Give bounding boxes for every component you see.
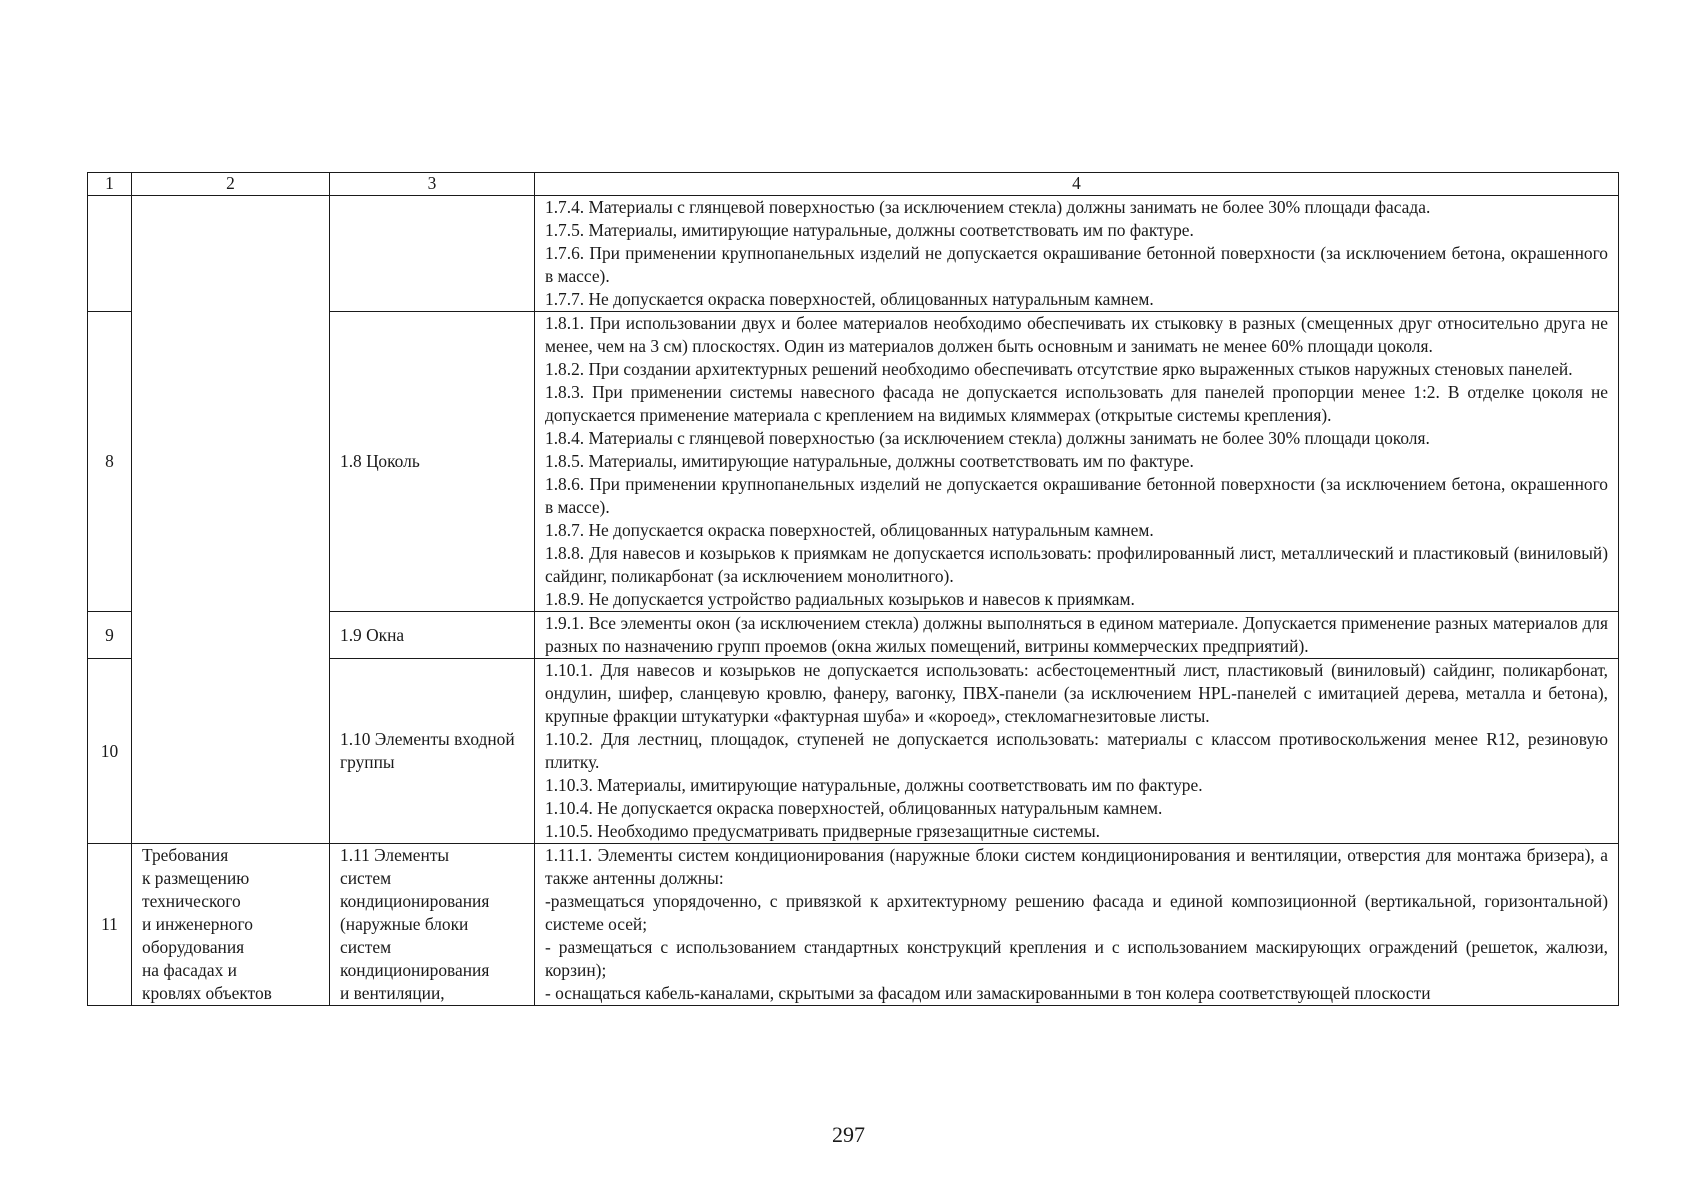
requirement-text: 1.8.4. Материалы с глянцевой поверхностью (за исключением стекла) должны занимать не более 30% площади цоколя. — [545, 428, 1430, 448]
requirement-text: 1.10.5. Необходимо предусматривать придверные грязезащитные системы. — [545, 821, 1101, 841]
requirement-text: - размещаться с использованием стандартных конструкций крепления и с использованием маскирующих ограждений (решеток, жалюзи, корзин); — [545, 937, 1608, 980]
group-line: к размещению — [142, 868, 250, 888]
header-row — [88, 173, 1619, 196]
group-line: и инженерного — [142, 914, 253, 934]
element-line: систем — [340, 868, 392, 888]
requirement-text: 1.10.1. Для навесов и козырьков не допускается использовать: асбестоцементный лист, пластиковый (виниловый) сайдинг, поликарбонат, ондулин, шифер, сланцевую кровлю, фанеру, вагонку, ПВХ-панели (за исключением HPL-панелей с имитацией дерева, металла и бетона), крупные фракции штукатурки «фактурная шуба» и «короед», стекломагнезитовые листы. — [545, 660, 1608, 726]
requirement-text: 1.7.4. Материалы с глянцевой поверхностью (за исключением стекла) должны занимать не более 30% площади фасада. — [545, 197, 1431, 217]
element-line: (наружные блоки — [340, 914, 469, 934]
element-cell: 1.10 Элементы входной группы — [330, 659, 535, 844]
requirements-cell — [535, 312, 1619, 612]
row-number: 9 — [88, 612, 132, 659]
element-line: кондиционирования — [340, 960, 490, 980]
requirement-text: 1.7.7. Не допускается окраска поверхностей, облицованных натуральным камнем. — [545, 289, 1154, 309]
element-line: и вентиляции, — [340, 983, 445, 1003]
requirement-text: 1.8.6. При применении крупнопанельных изделий не допускается окрашивание бетонной поверхности (за исключением бетона, окрашенного в массе). — [545, 474, 1608, 517]
requirements-cell — [535, 612, 1619, 659]
row-number — [88, 196, 132, 312]
group-line: на фасадах и — [142, 960, 237, 980]
group-line: кровлях объектов — [142, 983, 272, 1003]
row-number: 8 — [88, 312, 132, 612]
requirement-text: - оснащаться кабель-каналами, скрытыми за фасадом или замаскированными в тон колера соответствующей плоскости — [545, 983, 1431, 1003]
requirements-table — [87, 172, 1619, 1006]
element-line: 1.11 Элементы — [340, 845, 450, 865]
requirement-text: 1.8.3. При применении системы навесного фасада не допускается использовать для панелей пропорции менее 1:2. В отделке цоколя не допускается применение материала с креплением на видимых кляммерах (открытые системы крепления). — [545, 382, 1608, 425]
page-number: 297 — [832, 1122, 865, 1147]
element-cell: 1.8 Цоколь — [330, 312, 535, 612]
group-line: Требования — [142, 845, 229, 865]
header-cell-2: 2 — [132, 173, 330, 196]
element-line: кондиционирования — [340, 891, 490, 911]
header-cell-4: 4 — [535, 173, 1619, 196]
group-cell-empty — [132, 196, 330, 844]
element-cell — [330, 196, 535, 312]
requirement-text: 1.7.5. Материалы, имитирующие натуральные, должны соответствовать им по фактуре. — [545, 220, 1194, 240]
element-cell: 1.9 Окна — [330, 612, 535, 659]
requirement-text: -размещаться упорядоченно, с привязкой к архитектурному решению фасада и единой композиционной (вертикальной, горизонтальной) системе осей; — [545, 891, 1608, 934]
table-row — [88, 844, 1619, 1006]
requirement-text: 1.8.7. Не допускается окраска поверхностей, облицованных натуральным камнем. — [545, 520, 1154, 540]
header-cell-1: 1 — [88, 173, 132, 196]
requirement-text: 1.10.3. Материалы, имитирующие натуральные, должны соответствовать им по фактуре. — [545, 775, 1203, 795]
requirement-text: 1.7.6. При применении крупнопанельных изделий не допускается окрашивание бетонной поверхности (за исключением бетона, окрашенного в массе). — [545, 243, 1608, 286]
element-line: систем — [340, 937, 392, 957]
requirement-text: 1.9.1. Все элементы окон (за исключением стекла) должны выполняться в едином материале. Допускается применение разных материалов для разных по назначению групп проемов (окна жилых помещений, витрины коммерческих предприятий). — [545, 613, 1608, 656]
header-cell-3: 3 — [330, 173, 535, 196]
requirements-cell — [535, 196, 1619, 312]
requirement-text: 1.8.9. Не допускается устройство радиальных козырьков и навесов к приямкам. — [545, 589, 1135, 609]
group-cell — [132, 844, 330, 1006]
requirement-text: 1.8.5. Материалы, имитирующие натуральные, должны соответствовать им по фактуре. — [545, 451, 1194, 471]
table-row — [88, 196, 1619, 312]
requirement-text: 1.8.1. При использовании двух и более материалов необходимо обеспечивать их стыковку в разных (смещенных друг относительно друга не менее, чем на 3 см) плоскостях. Один из материалов должен быть основным и занимать не менее 60% площади цоколя. — [545, 313, 1608, 356]
requirement-text: 1.10.4. Не допускается окраска поверхностей, облицованных натуральным камнем. — [545, 798, 1163, 818]
requirement-text: 1.11.1. Элементы систем кондиционирования (наружные блоки систем кондиционирования и вентиляции, отверстия для монтажа бризера), а также антенны должны: — [545, 845, 1608, 888]
requirement-text: 1.8.8. Для навесов и козырьков к приямкам не допускается использовать: профилированный лист, металлический и пластиковый (виниловый) сайдинг, поликарбонат (за исключением монолитного). — [545, 543, 1608, 586]
requirements-cell — [535, 659, 1619, 844]
row-number: 10 — [88, 659, 132, 844]
group-line: технического — [142, 891, 241, 911]
requirement-text: 1.10.2. Для лестниц, площадок, ступеней не допускается использовать: материалы с классом противоскольжения менее R12, резиновую плитку. — [545, 729, 1608, 772]
requirements-cell — [535, 844, 1619, 1006]
element-cell — [330, 844, 535, 1006]
row-number: 11 — [88, 844, 132, 1006]
group-line: оборудования — [142, 937, 245, 957]
requirement-text: 1.8.2. При создании архитектурных решений необходимо обеспечивать отсутствие ярко выраженных стыков наружных стеновых панелей. — [545, 359, 1573, 379]
